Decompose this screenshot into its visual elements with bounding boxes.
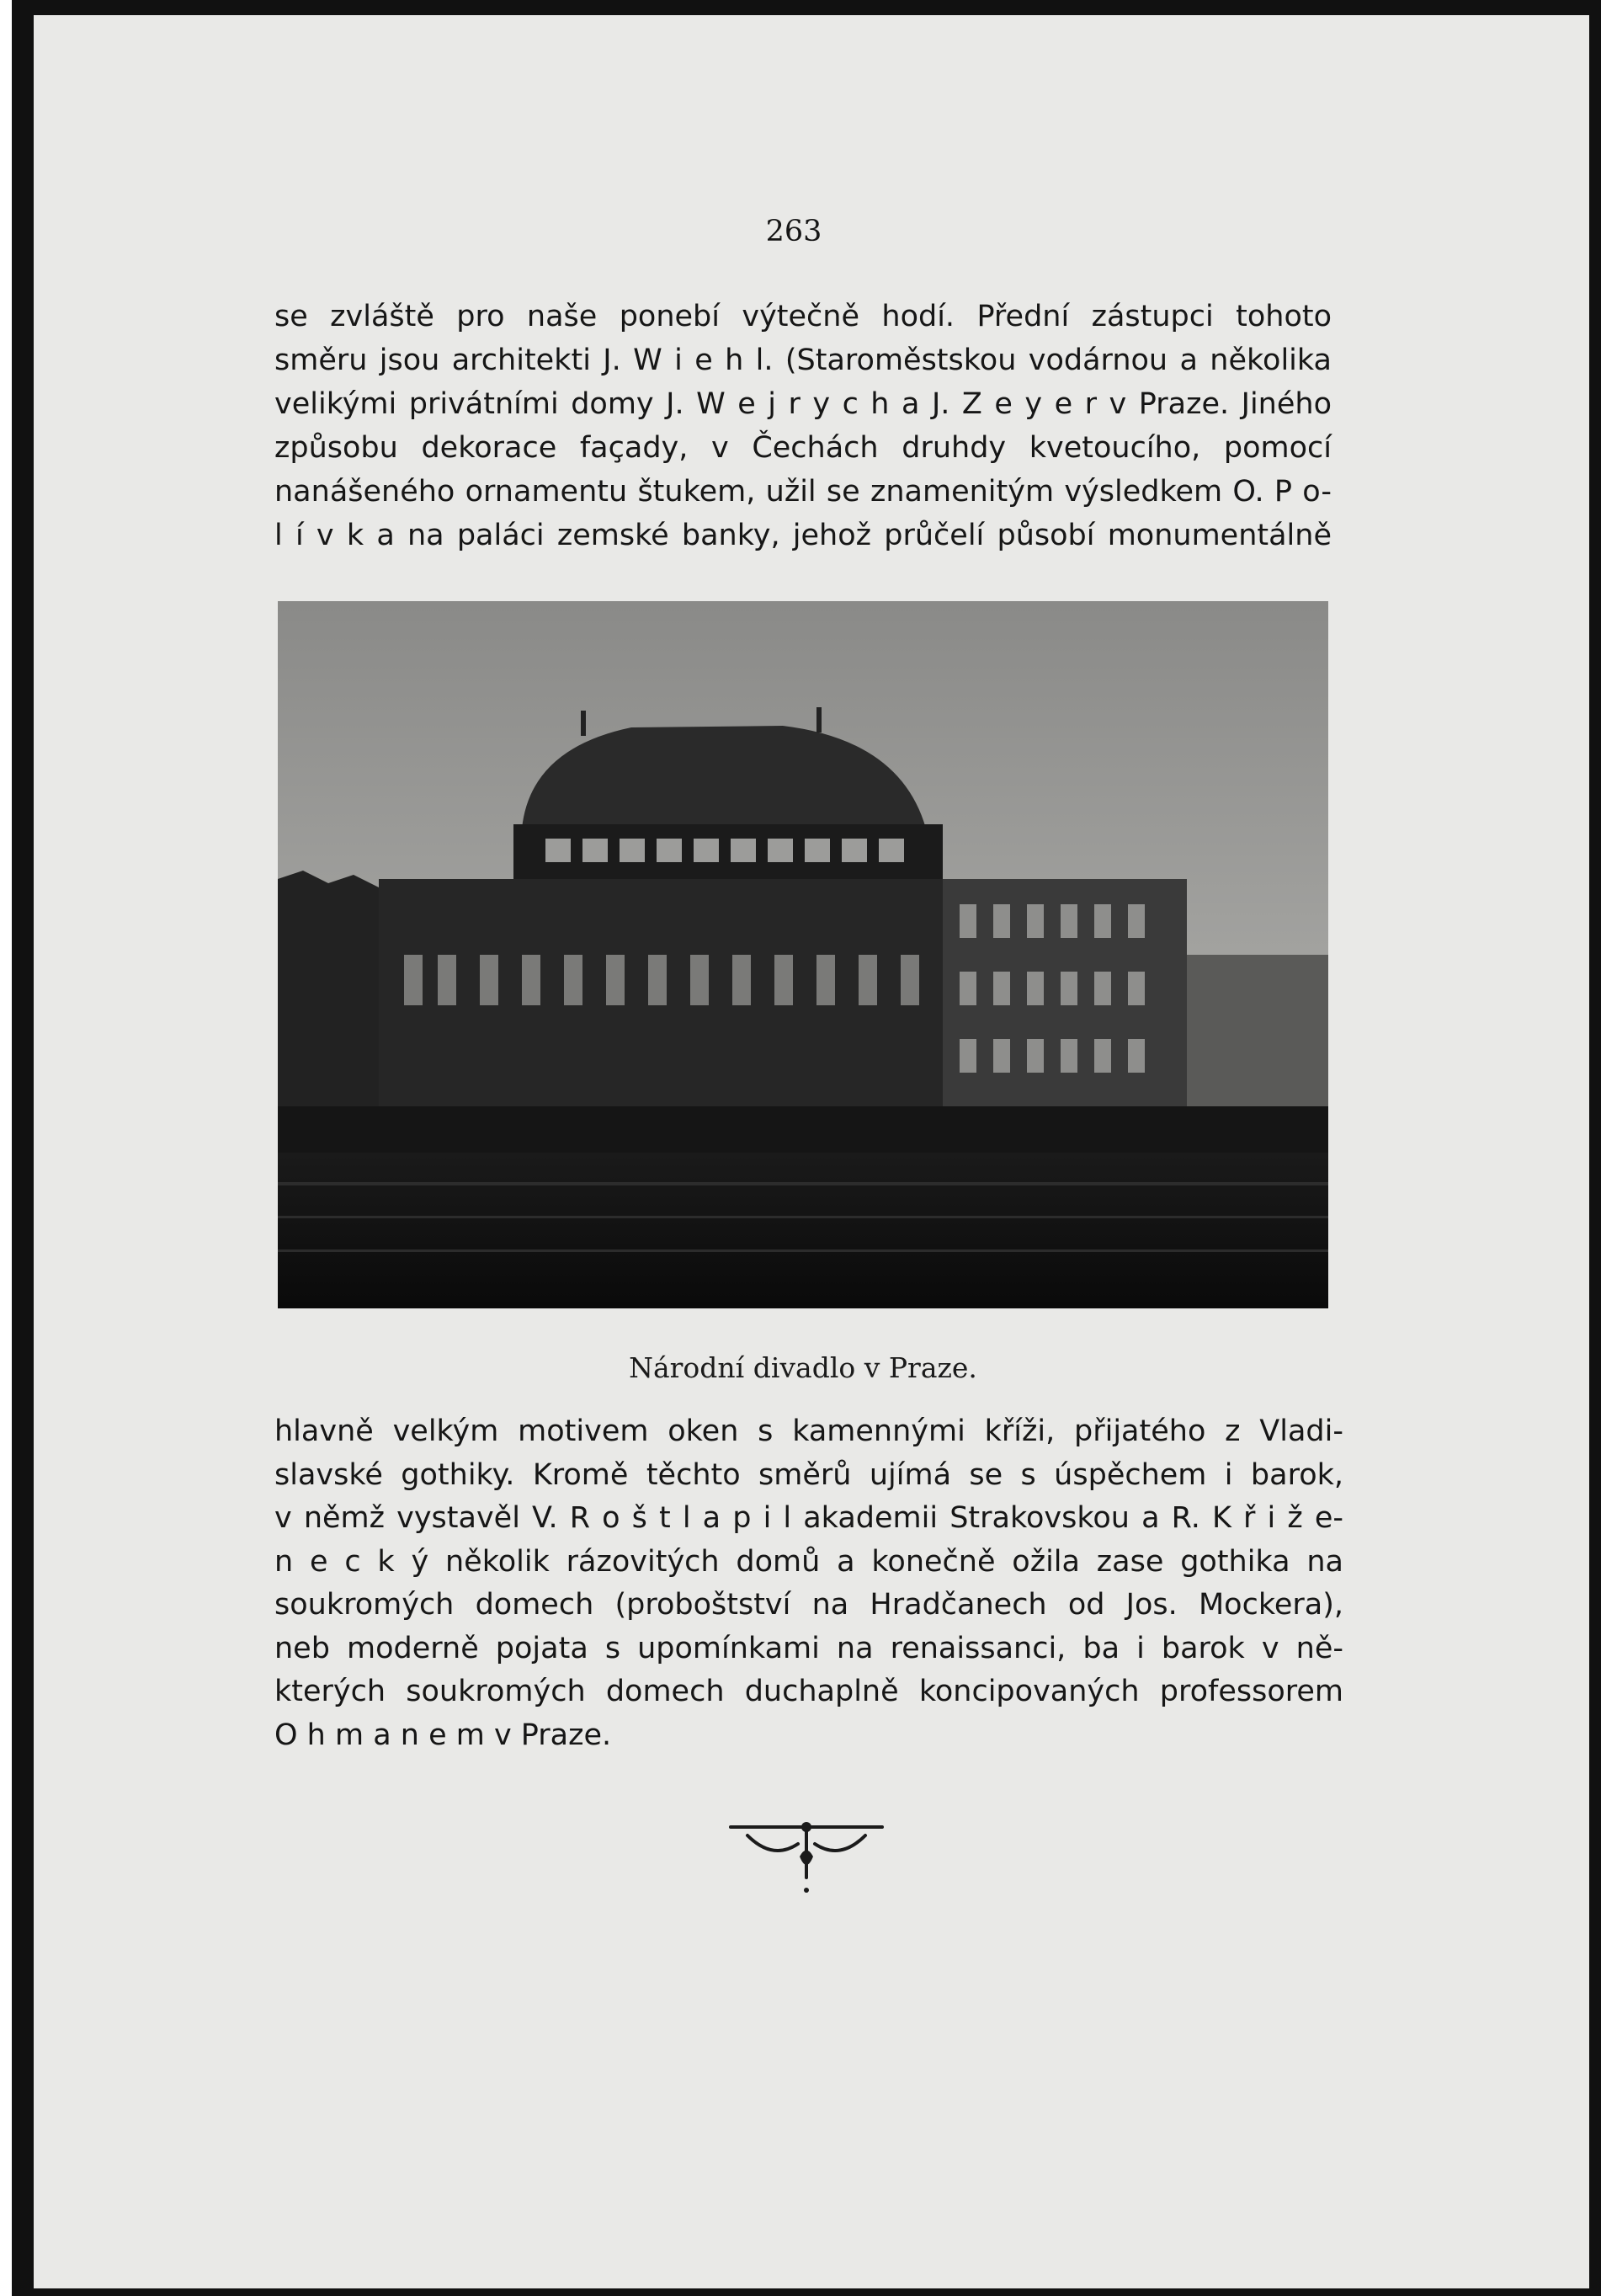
paragraph-line: nanášeného ornamentu štukem, užil se znamenitým výsledkem O. P o- bbox=[274, 475, 1332, 509]
paragraph-line: způsobu dekorace façady, v Čechách druhdy kvetoucího, pomocí bbox=[274, 431, 1332, 465]
paragraph-line: velikými privátními domy J. W e j r y c h a J. Z e y e r v Praze. Jiného bbox=[274, 387, 1332, 421]
paragraph-line: slavské gothiky. Kromě těchto směrů ujímá se s úspěchem i barok, bbox=[274, 1457, 1343, 1492]
paragraph-line: O h m a n e m v Praze. bbox=[274, 1718, 612, 1752]
decorative-ornament-icon bbox=[722, 1810, 891, 1903]
bottom-paragraph bbox=[274, 1410, 1343, 1757]
scan-left-edge bbox=[0, 0, 34, 2296]
paragraph-line: kterých soukromých domech duchaplně koncipovaných professorem bbox=[274, 1675, 1343, 1708]
paragraph-line: neb moderně pojata s upomínkami na renaissanci, ba i barok v ně- bbox=[274, 1631, 1343, 1665]
paragraph-line: v němž vystavěl V. R o š t l a p i l akademii Strakovskou a R. K ř i ž e- bbox=[274, 1501, 1343, 1535]
top-paragraph bbox=[274, 295, 1332, 557]
paragraph-line: n e c k ý několik rázovitých domů a konečně ožila zase gothika na bbox=[274, 1544, 1343, 1579]
national-theatre-photo bbox=[278, 601, 1328, 1308]
page-number: 263 bbox=[765, 215, 822, 248]
photo-illustration bbox=[278, 601, 1328, 1308]
figure-caption: Národní divadlo v Praze. bbox=[629, 1351, 977, 1384]
paragraph-line: hlavně velkým motivem oken s kamennými kříži, přijatého z Vladi- bbox=[274, 1414, 1343, 1448]
paragraph-line: l í v k a na paláci zemské banky, jehož průčelí působí monumentálně bbox=[274, 519, 1332, 552]
paragraph-line: se zvláště pro naše ponebí výtečně hodí. Přední zástupci tohoto bbox=[274, 300, 1332, 333]
paragraph-line: směru jsou architekti J. W i e h l. (Staroměstskou vodárnou a několika bbox=[274, 344, 1332, 377]
paragraph-line: soukromých domech (proboštství na Hradčanech od Jos. Mockera), bbox=[274, 1588, 1343, 1622]
